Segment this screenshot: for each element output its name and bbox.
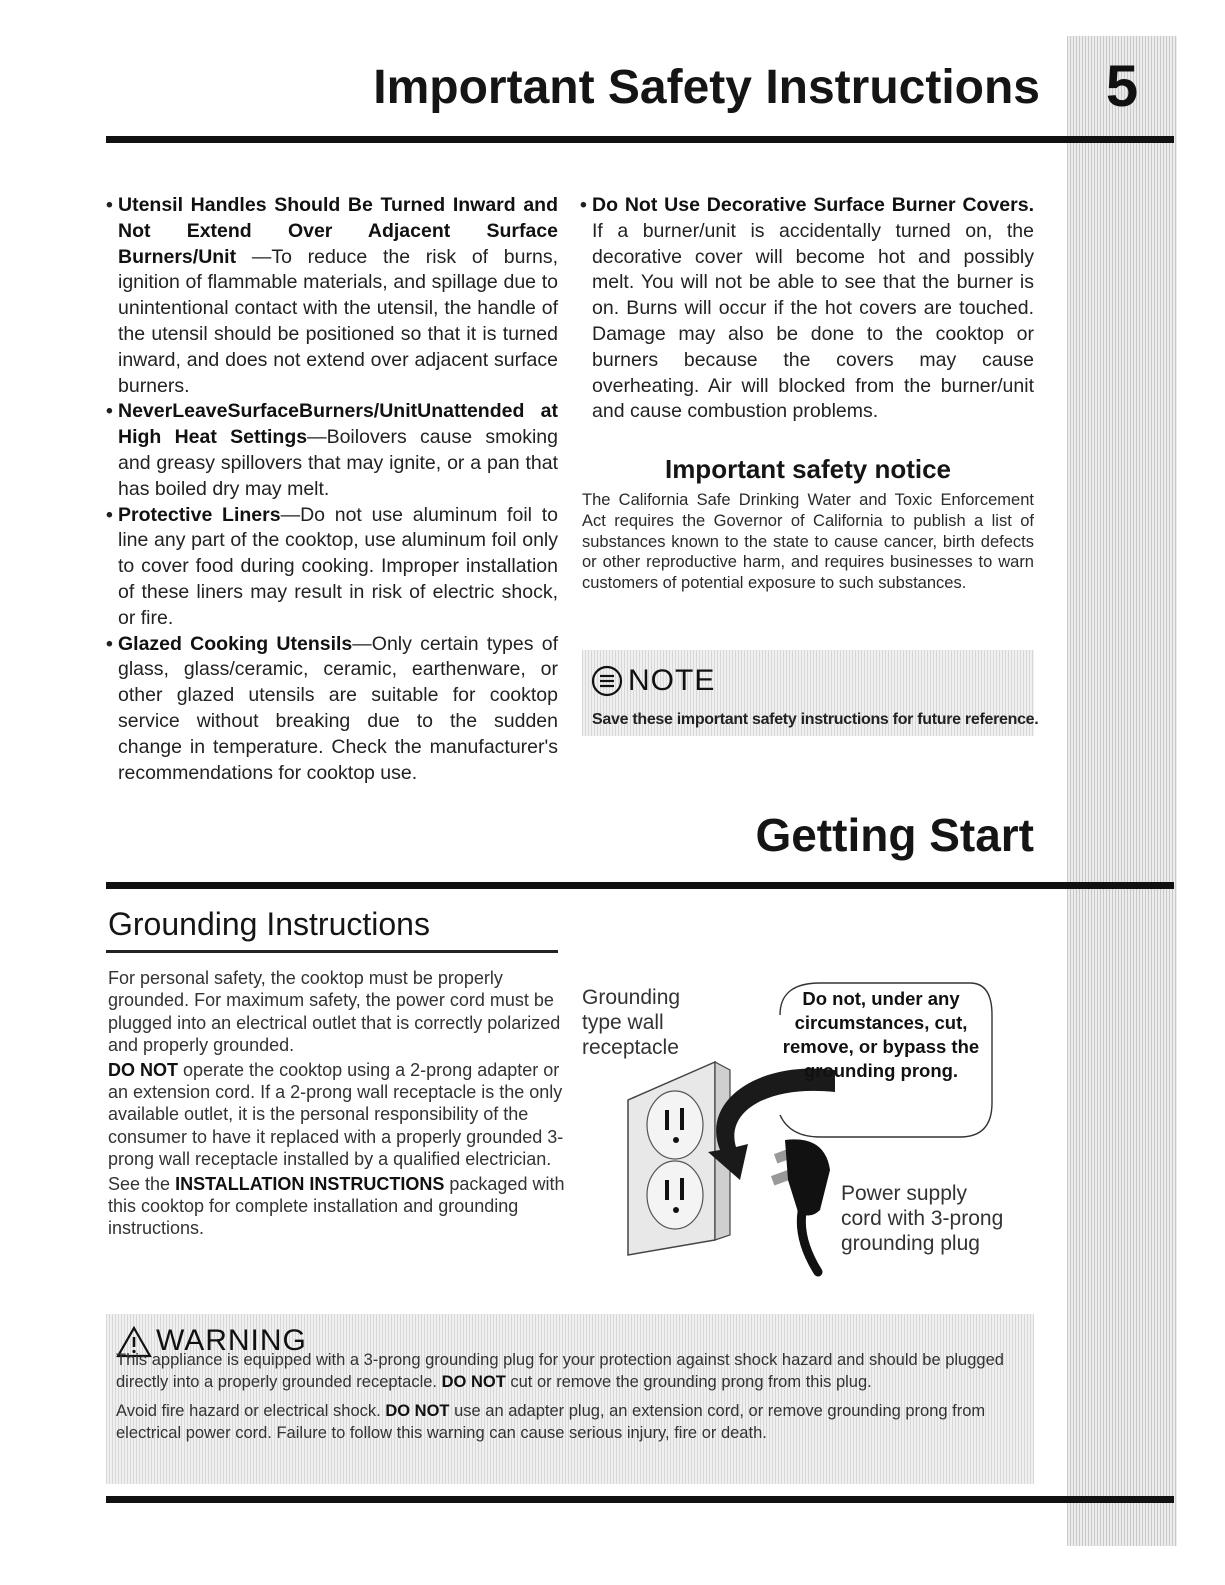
page-number: 5 bbox=[1105, 54, 1139, 119]
list-item: • NeverLeaveSurfaceBurners/UnitUnattended at High Heat Settings—Boilovers cause smoking and greasy spillovers that may ignite, or a pan that has boiled dry may melt. bbox=[106, 400, 558, 500]
grounding-paragraph: For personal safety, the cooktop must be properly grounded. For maximum safety, the power cord must be plugged into an electrical outlet that is correctly polarized and properly grounded. bbox=[108, 968, 561, 1056]
item-heading: Glazed Cooking Utensils bbox=[118, 632, 353, 655]
grounding-paragraph: See the INSTALLATION INSTRUCTIONS packaged with this cooktop for complete installation and grounding instructions. bbox=[108, 1173, 565, 1239]
list-item: • Protective Liners—Do not use aluminum foil to line any part of the cooktop, use aluminum foil only to cover food during cooking. Improper installation of these liners may result in risk of electric shock, or fire. bbox=[106, 503, 558, 629]
right-column bbox=[580, 193, 1034, 425]
callout-text: Do not, under any circumstances, cut, remove, or bypass the grounding prong. bbox=[782, 988, 980, 1081]
header-rule bbox=[106, 136, 1174, 143]
plug-label: Power supply cord with 3-prong grounding plug bbox=[841, 1182, 1004, 1255]
grounding-title: Grounding Instructions bbox=[108, 906, 430, 942]
note-icon bbox=[590, 664, 624, 698]
grounding-rule bbox=[106, 950, 558, 953]
grounding-paragraph: DO NOT operate the cooktop using a 2-prong adapter or an extension cord. If a 2-prong wall receptacle is the only available outlet, it is the personal responsibility of the consumer to have it replaced with a properly grounded 3-prong wall receptacle installed by a qualified electrician. bbox=[108, 1059, 564, 1170]
item-heading: Do Not Use Decorative Surface Burner Covers. bbox=[592, 194, 1034, 216]
item-body: —Boilovers cause smoking and greasy spillovers that may ignite, or a pan that has boiled dry may melt. bbox=[118, 426, 558, 500]
list-item: • Do Not Use Decorative Surface Burner Covers. If a burner/unit is accidentally turned on, the decorative cover will become hot and possibly melt. You will not be able to see that the burner is on. Burns will occur if the hot covers are touched. Damage may also be done to the cooktop or burners because the covers may cause overheating. Air will blocked from the burner/unit and cause combustion problems. bbox=[580, 194, 1034, 423]
note-title: NOTE bbox=[628, 664, 716, 697]
section-rule bbox=[106, 882, 1174, 889]
item-body: If a burner/unit is accidentally turned on, the decorative cover will become hot and possibly melt. You will not be able to see that the burner is on. Burns will occur if the hot covers are touched. Damage may also be done to the cooktop or burners because the covers may cause overheating. Air will blocked from the burner/unit and cause combustion problems. bbox=[592, 219, 1034, 423]
list-item: • Glazed Cooking Utensils—Only certain types of glass, glass/ceramic, ceramic, earthenware, or other glazed utensils are suitable for cooktop service without breaking due to the sudden change in temperature. Check the manufacturer's recommendations for cooktop use. bbox=[106, 632, 559, 784]
side-tab bbox=[1067, 36, 1177, 1546]
warning-paragraph: Avoid fire hazard or electrical shock. DO NOT use an adapter plug, an extension cord, or remove grounding prong from electrical power cord. Failure to follow this warning can cause serious injury, fire or death. bbox=[116, 1402, 986, 1442]
item-body: —Only certain types of glass, glass/ceramic, ceramic, earthenware, or other glazed utensils are suitable for cooktop service without breaking due to the sudden change in temperature. Check the manufacturer's recommendations for cooktop use. bbox=[118, 632, 559, 784]
notice-title: Important safety notice bbox=[664, 454, 952, 484]
item-heading: Utensil Handles Should Be Turned Inward and Not Extend Over Adjacent Surface Burners/Unit bbox=[118, 194, 558, 268]
grounding-text bbox=[108, 967, 568, 1242]
list-item: • Utensil Handles Should Be Turned Inward and Not Extend Over Adjacent Surface Burners/Unit —To reduce the risk of burns, ignition of flammable materials, and spillage due to unintentional contact with the utensil, the handle of the utensil should be positioned so that it is turned inward, and does not extend over adjacent surface burners. bbox=[106, 194, 558, 397]
warning-paragraph: This appliance is equipped with a 3-prong grounding plug for your protection against shock hazard and should be plugged directly into a properly grounded receptacle. DO NOT cut or remove the grounding prong from this plug. bbox=[116, 1351, 1004, 1391]
warning-text bbox=[116, 1349, 1016, 1451]
item-body: —To reduce the risk of burns, ignition of flammable materials, and spillage due to unintentional contact with the utensil, the handle of the utensil should be positioned so that it is turned inward, and does not extend over adjacent surface burners. bbox=[118, 245, 558, 397]
receptacle-label: Grounding type wall receptacle bbox=[582, 986, 681, 1059]
note-text: Save these important safety instructions for future reference. bbox=[592, 711, 1039, 728]
notice-text: The California Safe Drinking Water and Toxic Enforcement Act requires the Governor of California to publish a list of substances known to the state to cause cancer, birth defects or other reproductive harm, and requires businesses to warn customers of potential exposure to such substances. bbox=[582, 491, 1034, 593]
item-heading: NeverLeaveSurfaceBurners/UnitUnattended at High Heat Settings bbox=[118, 400, 558, 449]
page-title: Important Safety Instructions bbox=[373, 61, 1040, 114]
item-heading: Protective Liners bbox=[118, 503, 281, 526]
item-body: —Do not use aluminum foil to line any part of the cooktop, use aluminum foil only to cover food during cooking. Improper installation of these liners may result in risk of electric shock, or fire. bbox=[118, 503, 558, 629]
section-title-getting-start: Getting Start bbox=[755, 809, 1034, 861]
left-column bbox=[106, 193, 558, 786]
footer-rule bbox=[106, 1496, 1174, 1503]
warning-title: WARNING bbox=[156, 1324, 307, 1357]
